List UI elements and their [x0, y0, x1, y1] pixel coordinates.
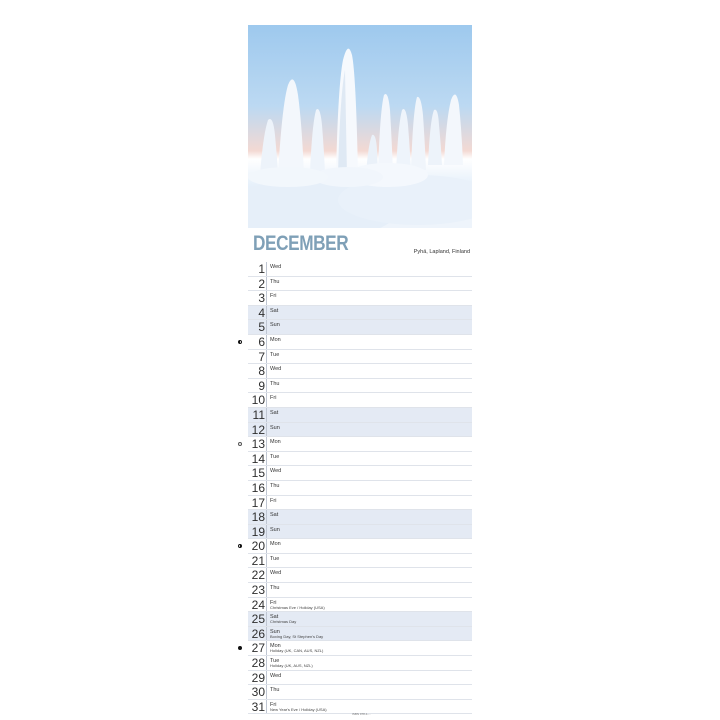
column-divider — [266, 466, 267, 480]
column-divider — [266, 262, 267, 276]
holiday-note: Christmas Eve / Holiday (USA) — [270, 604, 325, 610]
snow-trees-illustration — [248, 25, 472, 228]
column-divider — [266, 335, 267, 349]
footer-code: ISBN 978-1-... — [352, 712, 372, 716]
day-number: 7 — [258, 349, 265, 364]
holiday-note: Boxing Day, St Stephen's Day — [270, 633, 324, 639]
day-row — [248, 452, 472, 467]
column-divider — [266, 350, 267, 364]
day-number: 27 — [251, 641, 265, 656]
day-number: 14 — [251, 451, 265, 466]
day-row — [248, 612, 472, 627]
column-divider — [266, 306, 267, 320]
weekday-label: Sat — [270, 307, 279, 314]
day-number: 1 — [258, 262, 265, 276]
day-row — [248, 554, 472, 569]
day-row — [248, 598, 472, 613]
day-row — [248, 350, 472, 365]
weekday-label: Fri — [270, 395, 277, 402]
column-divider — [266, 685, 267, 699]
day-row — [248, 408, 472, 423]
moon-phase-icon — [238, 340, 242, 344]
column-divider — [266, 393, 267, 407]
day-number: 9 — [258, 378, 265, 393]
weekday-label: Mon — [270, 336, 281, 343]
day-row — [248, 437, 472, 452]
column-divider — [266, 583, 267, 597]
weekday-label: Wed — [270, 570, 282, 577]
weekday-label: Fri — [270, 293, 277, 300]
weekday-label: Sun — [270, 526, 280, 533]
day-row — [248, 262, 472, 277]
day-number: 5 — [258, 320, 265, 335]
day-row — [248, 320, 472, 335]
column-divider — [266, 481, 267, 495]
weekday-label: Sun — [270, 322, 280, 329]
weekday-label: Sat — [270, 614, 279, 621]
column-divider — [266, 539, 267, 553]
day-row — [248, 466, 472, 481]
day-row — [248, 496, 472, 511]
column-divider — [266, 437, 267, 451]
moon-phase-icon — [238, 646, 242, 650]
day-row — [248, 568, 472, 583]
column-divider — [266, 627, 267, 641]
moon-phase-icon — [238, 442, 242, 446]
column-divider — [266, 641, 267, 655]
day-number: 4 — [258, 305, 265, 320]
weekday-label: Wed — [270, 264, 282, 270]
day-row — [248, 481, 472, 496]
day-row — [248, 641, 472, 656]
column-divider — [266, 671, 267, 685]
column-divider — [266, 568, 267, 582]
day-number: 22 — [251, 568, 265, 583]
moon-phase-icon — [238, 544, 242, 548]
day-row — [248, 379, 472, 394]
column-divider — [266, 408, 267, 422]
day-number: 11 — [252, 407, 265, 422]
day-number: 13 — [251, 437, 265, 452]
column-divider — [266, 277, 267, 291]
column-divider — [266, 525, 267, 539]
day-row — [248, 627, 472, 642]
column-divider — [266, 423, 267, 437]
column-divider — [266, 612, 267, 626]
holiday-note: Holiday (UK, CAN, AUS, NZL) — [270, 648, 324, 654]
column-divider — [266, 320, 267, 334]
weekday-label: Sat — [270, 409, 279, 416]
day-row — [248, 510, 472, 525]
day-row — [248, 277, 472, 292]
weekday-label: Wed — [270, 468, 282, 475]
weekday-label: Tue — [270, 453, 280, 460]
day-number: 16 — [251, 480, 265, 495]
weekday-label: Sat — [270, 512, 279, 519]
day-number: 29 — [251, 670, 265, 685]
holiday-note: Christmas Day — [270, 619, 297, 625]
holiday-note: Holiday (UK, AUS, NZL) — [270, 663, 313, 669]
column-divider — [266, 554, 267, 568]
weekday-label: Fri — [270, 599, 277, 606]
photo-location-caption: Pyhä, Lapland, Finland — [413, 249, 470, 255]
weekday-label: Thu — [270, 380, 280, 387]
day-grid — [248, 262, 472, 714]
weekday-label: Mon — [270, 643, 281, 650]
day-row — [248, 671, 472, 686]
day-number: 25 — [251, 612, 265, 627]
day-row — [248, 539, 472, 554]
day-number: 3 — [258, 291, 265, 306]
column-divider — [266, 452, 267, 466]
weekday-label: Thu — [270, 278, 280, 285]
day-number: 18 — [251, 510, 265, 525]
weekday-label: Mon — [270, 439, 281, 446]
weekday-label: Mon — [270, 541, 281, 548]
day-number: 10 — [251, 393, 265, 408]
day-row — [248, 656, 472, 671]
day-row — [248, 291, 472, 306]
day-number: 6 — [258, 334, 265, 349]
weekday-label: Tue — [270, 555, 280, 562]
day-row — [248, 393, 472, 408]
weekday-label: Fri — [270, 497, 277, 504]
column-divider — [266, 510, 267, 524]
day-number: 15 — [251, 466, 265, 481]
day-row — [248, 423, 472, 438]
weekday-label: Fri — [270, 701, 277, 708]
day-number: 2 — [258, 276, 265, 291]
column-divider — [266, 598, 267, 612]
weekday-label: Wed — [270, 366, 282, 373]
day-number: 31 — [251, 699, 265, 714]
weekday-label: Wed — [270, 672, 282, 679]
column-divider — [266, 496, 267, 510]
day-row — [248, 335, 472, 350]
day-row — [248, 306, 472, 321]
month-title: DECEMBER — [253, 232, 349, 255]
day-number: 8 — [258, 364, 265, 379]
column-divider — [266, 700, 267, 714]
day-number: 21 — [251, 553, 265, 568]
weekday-label: Thu — [270, 482, 280, 489]
day-number: 23 — [251, 583, 265, 598]
weekday-label: Thu — [270, 687, 280, 694]
column-divider — [266, 291, 267, 305]
day-row — [248, 583, 472, 598]
holiday-note: New Year's Eve / Holiday (USA) — [270, 706, 327, 712]
day-number: 28 — [251, 656, 265, 671]
weekday-label: Tue — [270, 351, 280, 358]
day-number: 17 — [251, 495, 265, 510]
weekday-label: Sun — [270, 628, 280, 635]
calendar-photo — [248, 25, 472, 228]
day-row — [248, 364, 472, 379]
day-number: 26 — [251, 626, 265, 641]
column-divider — [266, 379, 267, 393]
weekday-label: Thu — [270, 585, 280, 592]
day-number: 30 — [251, 685, 265, 700]
day-number: 19 — [251, 524, 265, 539]
day-number: 24 — [251, 597, 265, 612]
day-number: 12 — [251, 422, 265, 437]
weekday-label: Tue — [270, 658, 280, 665]
weekday-label: Sun — [270, 424, 280, 431]
column-divider — [266, 364, 267, 378]
day-row — [248, 525, 472, 540]
day-number: 20 — [251, 539, 265, 554]
column-divider — [266, 656, 267, 670]
day-row — [248, 685, 472, 700]
